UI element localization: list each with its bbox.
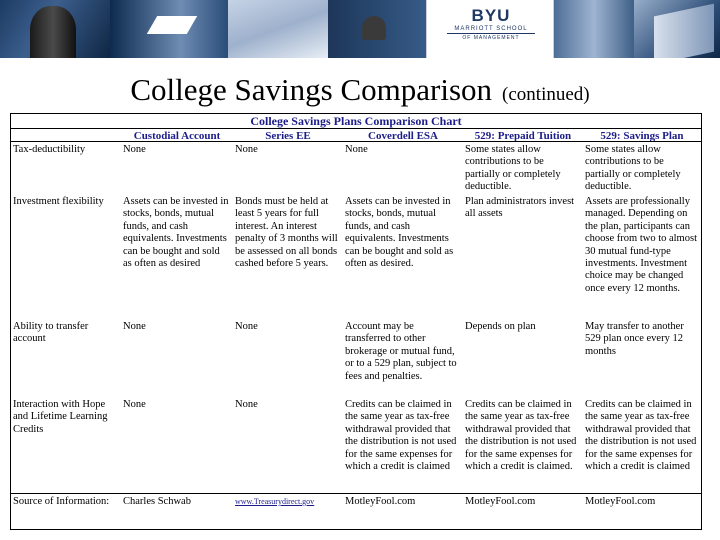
column-header: 529: Prepaid Tuition <box>463 128 583 142</box>
table-cell: Credits can be claimed in the same year as tax-free withdrawal provided that the distribution is not used for the same expenses for which a credit is claimed <box>585 399 697 473</box>
title-suffix: (continued) <box>502 84 590 105</box>
banner-photo-statue <box>0 0 110 58</box>
table-cell: Plan administrators invest all assets <box>465 196 575 220</box>
column-header: Coverdell ESA <box>343 128 463 142</box>
header-banner <box>0 0 720 58</box>
table-cell: Some states allow contributions to be partially or completely deductible. <box>465 144 561 193</box>
column-header: Custodial Account <box>121 128 233 142</box>
table-cell: Credits can be claimed in the same year as tax-free withdrawal provided that the distribution is not used for the same expenses for which a credit is claimed. <box>465 399 577 473</box>
table-cell: Credits can be claimed in the same year as tax-free withdrawal provided that the distribution is not used for the same expenses for which a credit is claimed <box>345 399 457 473</box>
logo-divider <box>447 33 535 34</box>
table-cell: Bonds must be held at least 5 years for full interest. An interest penalty of 3 months will be assessed on all bonds cashed before 5 years. <box>235 196 338 270</box>
source-cell: MotleyFool.com <box>583 493 701 513</box>
table-cell: Account may be transferred to other brokerage or mutual fund, or to a 529 plan, subject to fees and penalties. <box>345 321 457 382</box>
source-label: Source of Information: <box>11 493 121 513</box>
source-cell <box>233 493 343 513</box>
column-header: Series EE <box>233 128 343 142</box>
source-cell: Charles Schwab <box>121 493 233 513</box>
table-cell: Depends on plan <box>465 321 536 332</box>
header-corner <box>11 128 121 142</box>
table-cell: None <box>235 321 258 332</box>
title-main: College Savings Comparison <box>130 72 493 107</box>
statue-image <box>30 6 76 58</box>
table-cell: None <box>123 321 146 332</box>
y-mountain-image <box>147 16 197 34</box>
comparison-chart <box>10 113 702 530</box>
chart-title: College Savings Plans Comparison Chart <box>250 114 462 128</box>
banner-photo-clouds <box>228 0 328 58</box>
source-cell: MotleyFool.com <box>463 493 583 513</box>
logo-subtitle-2: OF MANAGEMENT <box>462 35 520 41</box>
table-cell: Assets can be invested in stocks, bonds, mutual funds, and cash equivalents. Investments can be bought and sold as often as desired. <box>345 196 454 270</box>
logo-subtitle: MARRIOTT SCHOOL <box>454 26 528 32</box>
table-cell: Assets can be invested in stocks, bonds, mutual funds, and cash equivalents. Investments can be bought and sold as often as desired <box>123 196 229 270</box>
row-label: Tax-deductibility <box>13 144 86 155</box>
table-cell: None <box>123 399 146 410</box>
comparison-table <box>11 128 701 513</box>
banner-photo-bell <box>328 0 426 58</box>
table-cell: Some states allow contributions to be partially or completely deductible. <box>585 144 681 193</box>
byu-logo <box>426 0 554 58</box>
column-header: 529: Savings Plan <box>583 128 701 142</box>
banner-photo-y-mountain <box>110 0 228 58</box>
source-cell: MotleyFool.com <box>343 493 463 513</box>
treasurydirect-link[interactable]: www.Treasurydirect.gov <box>235 497 315 506</box>
building-image <box>654 4 714 58</box>
logo-text: BYU <box>471 6 511 25</box>
page-title <box>0 72 720 108</box>
banner-photo-sky <box>554 0 634 58</box>
table-cell: None <box>235 399 258 410</box>
row-label: Interaction with Hope and Lifetime Learning Credits <box>13 399 108 435</box>
table-cell: Assets are professionally managed. Depending on the plan, participants can choose from two to almost 30 mutual fund-type investments. Investment choice may be changed once every 12 months. <box>585 196 697 294</box>
row-label: Investment flexibility <box>13 196 104 207</box>
bell-image <box>362 16 386 40</box>
row-label: Ability to transfer account <box>13 321 89 345</box>
table-cell: None <box>235 144 258 155</box>
table-cell: None <box>123 144 146 155</box>
table-cell: May transfer to another 529 plan once every 12 months <box>585 321 684 357</box>
table-cell: None <box>345 144 368 155</box>
banner-photo-building <box>634 0 720 58</box>
